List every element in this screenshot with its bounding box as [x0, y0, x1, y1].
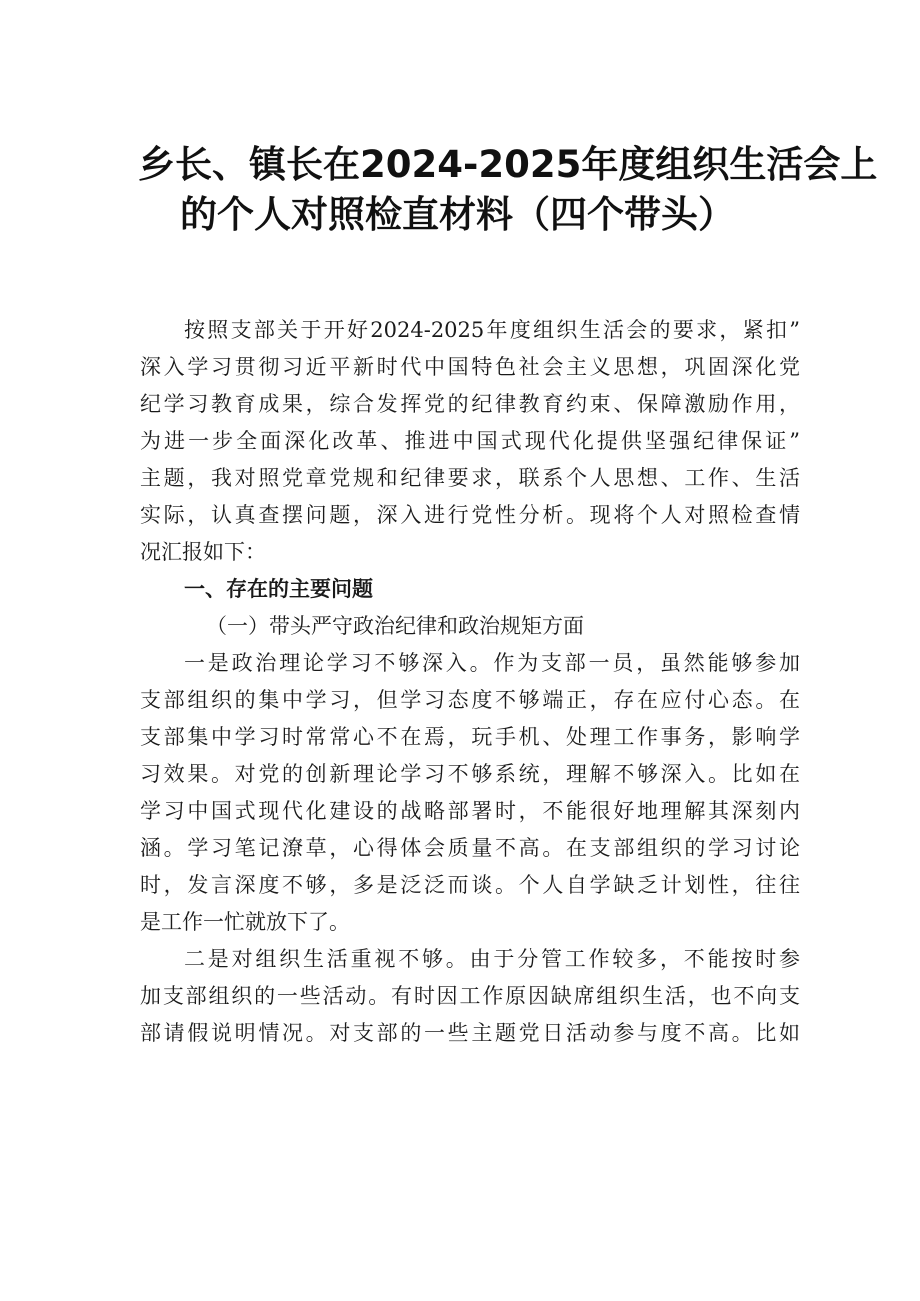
- intro-line: 主题，我对照党章党规和纪律要求，联系个人思想、工作、生活: [140, 466, 800, 490]
- intro-line: 纪学习教育成果，综合发挥党的纪律教育约束、保障激励作用，: [140, 392, 800, 416]
- paragraph-line: 部请假说明情况。对支部的一些主题党日活动参与度不高。比如: [140, 1021, 800, 1045]
- paragraph-line: 支部集中学习时常常心不在焉，玩手机、处理工作事务，影响学: [140, 725, 800, 749]
- intro-line: 实际，认真查摆问题，深入进行党性分析。现将个人对照检查情: [140, 503, 800, 527]
- intro-line: 深入学习贯彻习近平新时代中国特色社会主义思想，巩固深化党: [140, 355, 800, 379]
- paragraph-line: 学习中国式现代化建设的战略部署时，不能很好地理解其深刻内: [140, 799, 800, 823]
- paragraph-line: 涵。学习笔记潦草，心得体会质量不高。在支部组织的学习讨论: [140, 836, 800, 860]
- paragraph-line: 时，发言深度不够，多是泛泛而谈。个人自学缺乏计划性，往往: [140, 873, 800, 897]
- intro-line: 为进一步全面深化改革、推进中国式现代化提供坚强纪律保证”: [140, 429, 800, 453]
- paragraph-line: 支部组织的集中学习，但学习态度不够端正，存在应付心态。在: [140, 688, 800, 712]
- paragraph-line: 习效果。对党的创新理论学习不够系统，理解不够深入。比如在: [140, 762, 800, 786]
- intro-line: 况汇报如下：: [140, 540, 266, 564]
- document-body: [140, 312, 800, 1052]
- paragraph-line: 是工作一忙就放下了。: [140, 910, 350, 934]
- intro-line: 按照支部关于开好2024-2025年度组织生活会的要求，紧扣”: [184, 318, 800, 342]
- section-heading: 一、存在的主要问题: [184, 577, 373, 601]
- paragraph-line: 一是政治理论学习不够深入。作为支部一员，虽然能够参加: [184, 651, 800, 675]
- subsection-heading: （一）带头严守政治纪律和政治规矩方面: [206, 614, 584, 638]
- paragraph-line: 二是对组织生活重视不够。由于分管工作较多，不能按时参: [184, 947, 800, 971]
- paragraph-line: 加支部组织的一些活动。有时因工作原因缺席组织生活，也不向支: [140, 984, 800, 1008]
- document-title-line-2: 的个人对照检直材料（四个带头）: [180, 193, 735, 236]
- document-title-line-1: 乡长、镇长在2024-2025年度组织生活会上: [138, 143, 878, 186]
